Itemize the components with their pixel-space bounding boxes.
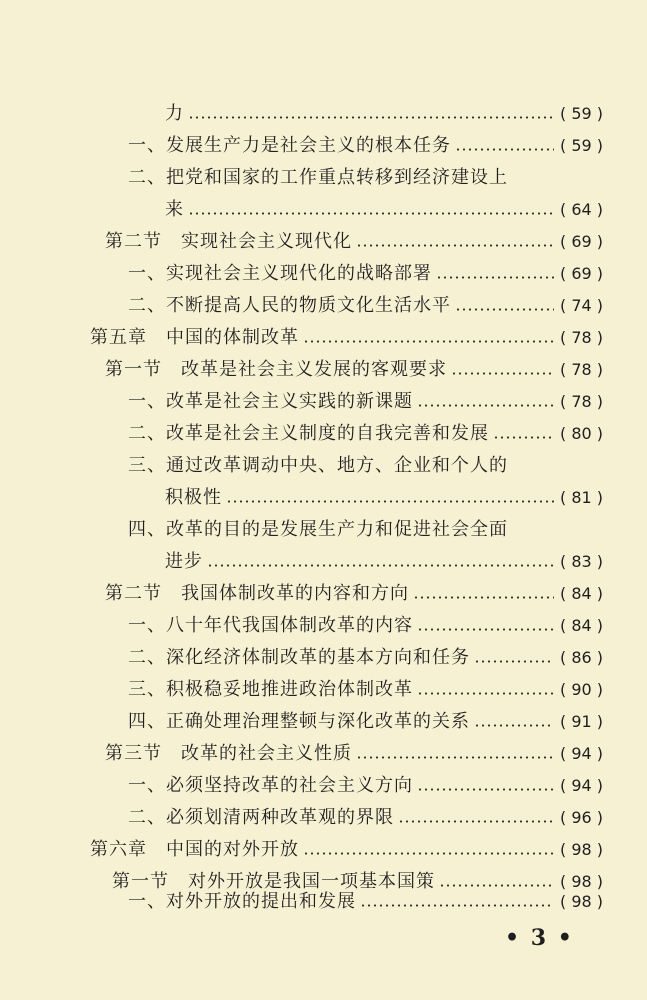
toc-entry [90,832,615,862]
toc-entry [128,160,615,190]
toc-entry [128,672,615,702]
toc-entry-title: 进步 [165,551,203,572]
toc-entry [165,96,615,126]
toc-entry-title: 二、把党和国家的工作重点转移到经济建设上 [128,167,508,188]
toc-entry-page: ( 94 ) [560,744,604,763]
dot-leader [474,724,554,727]
toc-entry-page: ( 94 ) [560,776,604,795]
toc-entry-page: ( 84 ) [560,584,604,603]
toc-entry-title: 一、发展生产力是社会主义的根本任务 [128,135,451,156]
dot-leader [303,340,554,343]
toc-entry [105,224,615,254]
toc-entry [105,352,615,382]
toc-entry-page: ( 91 ) [560,712,604,731]
toc-entry [128,288,615,318]
toc-entry-title: 一、必须坚持改革的社会主义方向 [128,775,413,796]
toc-entry [128,704,615,734]
dot-leader [356,756,554,759]
dot-leader [188,116,554,119]
toc-entry-page: ( 84 ) [560,616,604,635]
toc-entry [165,544,615,574]
dot-leader [493,436,554,439]
toc-entry-title: 一、对外开放的提出和发展 [128,891,356,912]
toc-entry-title: 三、积极稳妥地推进政治体制改革 [128,679,413,700]
toc-entry [128,608,615,638]
toc-entry-title: 二、深化经济体制改革的基本方向和任务 [128,647,470,668]
toc-entry-title: 一、八十年代我国体制改革的内容 [128,615,413,636]
toc-entry-page: ( 98 ) [560,892,604,911]
toc-entry-title: 一、实现社会主义现代化的战略部署 [128,263,432,284]
dot-leader [398,820,554,823]
toc-entry-title: 第五章 中国的体制改革 [90,327,299,348]
dot-leader [207,564,554,567]
toc-entry [105,736,615,766]
toc-entry [105,576,615,606]
dot-leader [226,500,554,503]
dot-leader [413,596,554,599]
toc-entry-page: ( 78 ) [560,392,604,411]
toc-entry-title: 二、必须划清两种改革观的界限 [128,807,394,828]
toc-entry-title: 三、通过改革调动中央、地方、企业和个人的 [128,455,508,476]
toc-entry-page: ( 90 ) [560,680,604,699]
toc-entry [128,884,615,914]
toc-entry [128,640,615,670]
dot-leader [451,372,554,375]
toc-entry-title: 第二节 实现社会主义现代化 [105,231,352,252]
toc-entry-title: 积极性 [165,487,222,508]
toc-entry-page: ( 69 ) [560,232,604,251]
dot-leader [455,148,554,151]
dot-leader [417,404,554,407]
toc-entry [128,384,615,414]
dot-leader [188,212,554,215]
dot-leader [436,276,554,279]
page-number: • 3 • [505,925,574,951]
toc-entry [165,480,615,510]
toc-entry-page: ( 98 ) [560,872,604,891]
dot-leader [360,904,554,907]
toc-entry-title: 第三节 改革的社会主义性质 [105,743,352,764]
toc-entry-page: ( 74 ) [560,296,604,315]
toc-entry-page: ( 83 ) [560,552,604,571]
toc-entry-title: 一、改革是社会主义实践的新课题 [128,391,413,412]
toc-entry [128,416,615,446]
toc-entry [128,128,615,158]
toc-entry [128,512,615,542]
toc-entry [128,448,615,478]
toc-entry-title: 力 [165,103,184,124]
toc-entry [128,800,615,830]
toc-entry [128,768,615,798]
toc-entry-page: ( 59 ) [560,104,604,123]
dot-leader [417,788,554,791]
toc-entry-title: 第一节 改革是社会主义发展的客观要求 [105,359,447,380]
toc-entry [165,192,615,222]
toc-entry-page: ( 98 ) [560,840,604,859]
toc-entry-title: 二、不断提高人民的物质文化生活水平 [128,295,451,316]
toc-entry-title: 来 [165,199,184,220]
toc-entry-page: ( 59 ) [560,136,604,155]
toc-entry-title: 二、改革是社会主义制度的自我完善和发展 [128,423,489,444]
dot-leader [455,308,554,311]
toc-entry-page: ( 96 ) [560,808,604,827]
toc-entry [90,320,615,350]
toc-entry-page: ( 81 ) [560,488,604,507]
toc-entry-page: ( 78 ) [560,360,604,379]
toc-entry-title: 第二节 我国体制改革的内容和方向 [105,583,409,604]
toc-entry-page: ( 64 ) [560,200,604,219]
toc-entry [128,256,615,286]
dot-leader [417,692,554,695]
toc-entry-title: 四、改革的目的是发展生产力和促进社会全面 [128,519,508,540]
toc-entry-title: 四、正确处理治理整顿与深化改革的关系 [128,711,470,732]
dot-leader [303,852,554,855]
dot-leader [356,244,554,247]
dot-leader [417,628,554,631]
toc-entry-title: 第六章 中国的对外开放 [90,839,299,860]
toc-entry-page: ( 86 ) [560,648,604,667]
toc-entry-page: ( 80 ) [560,424,604,443]
toc-entry-title: 第一节 对外开放是我国一项基本国策 [112,871,435,892]
dot-leader [474,660,554,663]
toc-entry-page: ( 78 ) [560,328,604,347]
toc-entry-page: ( 69 ) [560,264,604,283]
